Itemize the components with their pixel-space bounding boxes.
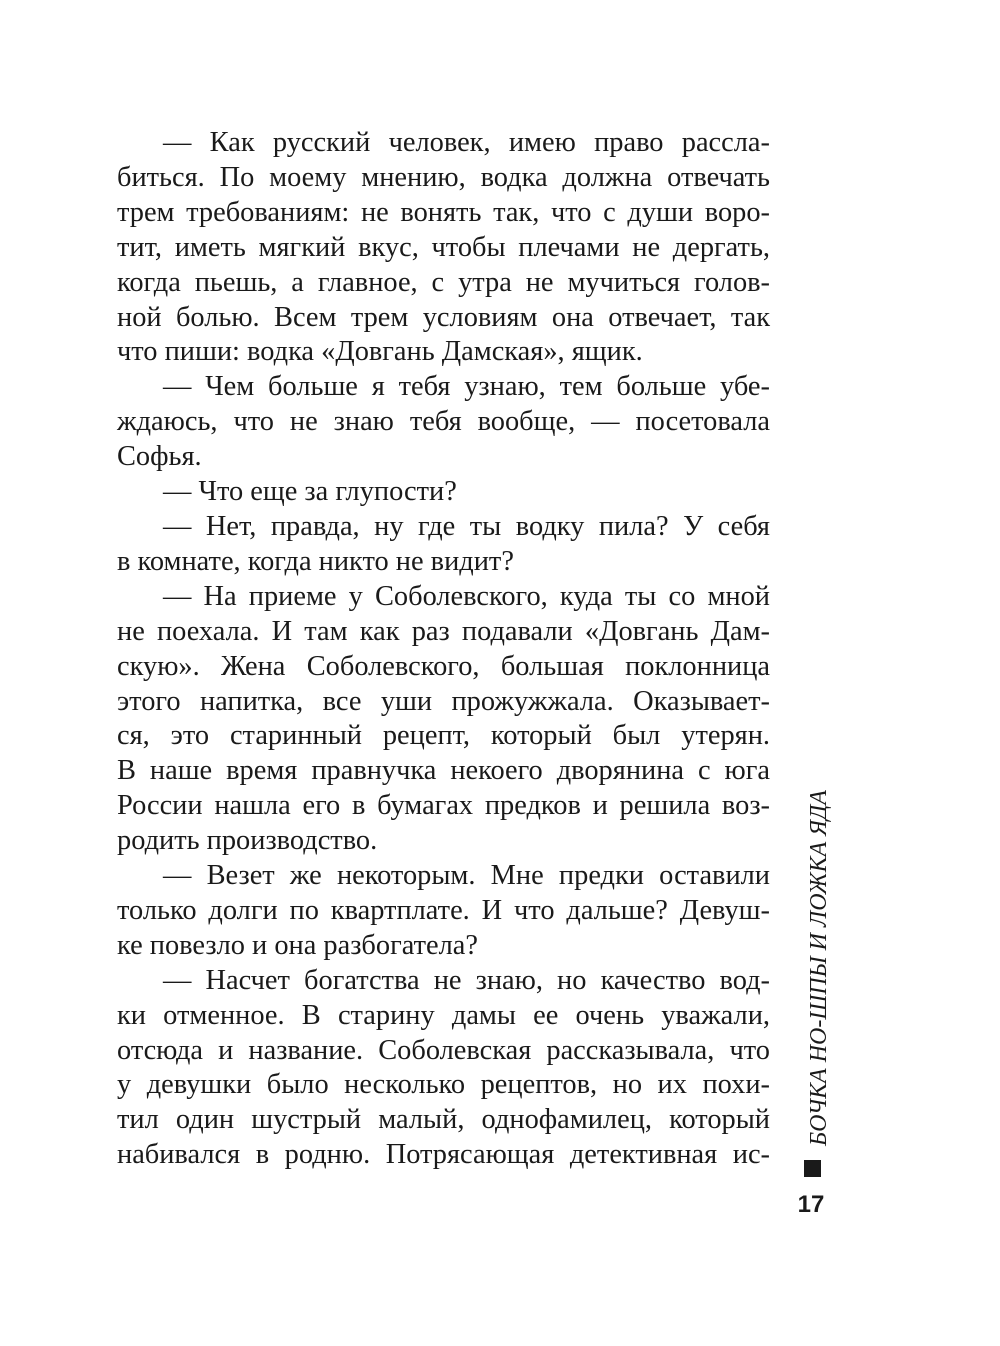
square-marker-icon xyxy=(804,1160,821,1177)
text-line: когда пьешь, а главное, с утра не мучиться голов- xyxy=(117,266,770,298)
text-line: тит, иметь мягкий вкус, чтобы плечами не дергать, xyxy=(117,231,770,263)
text-line: России нашла его в бумагах предков и решила воз- xyxy=(117,790,770,822)
text-line: — Нет, правда, ну где ты водку пила? У себя xyxy=(163,510,770,542)
text-line: В наше время правнучка некоего дворянина с юга xyxy=(117,755,770,787)
text-line: только долги по квартплате. И что дальше? Девуш- xyxy=(117,894,770,926)
text-line: родить производство. xyxy=(117,825,378,857)
body-text xyxy=(117,126,770,1173)
text-line: тил один шустрый малый, однофамилец, который xyxy=(117,1104,770,1136)
text-line: биться. По моему мнению, водка должна отвечать xyxy=(117,161,770,193)
text-line: ждаюсь, что не знаю тебя вообще, — посетовала xyxy=(117,406,770,438)
text-line: — На приеме у Соболевского, куда ты со мной xyxy=(163,580,770,612)
paragraph xyxy=(117,964,770,1173)
paragraph xyxy=(117,126,770,370)
running-title: БОЧКА НО-ШПЫ И ЛОЖКА ЯДА xyxy=(806,790,832,1146)
text-line: ки отменное. В старину дамы ее очень уважали, xyxy=(117,999,770,1031)
paragraph xyxy=(117,475,770,510)
paragraph xyxy=(117,859,770,964)
text-line: в комнате, когда никто не видит? xyxy=(117,545,514,577)
paragraph xyxy=(117,510,770,580)
page-number: 17 xyxy=(797,1191,825,1218)
text-line: не поехала. И там как раз подавали «Довгань Дам- xyxy=(117,615,770,647)
text-line: что пиши: водка «Довгань Дамская», ящик. xyxy=(117,336,643,368)
text-line: Софья. xyxy=(117,441,202,473)
text-line: этого напитка, все уши прожужжала. Оказывает- xyxy=(117,685,770,717)
text-line: у девушки было несколько рецептов, но их похи- xyxy=(117,1069,770,1101)
text-line: — Везет же некоторым. Мне предки оставили xyxy=(163,860,770,892)
text-line: ной болью. Всем трем условиям она отвечает, так xyxy=(117,301,770,333)
text-line: — Как русский человек, имею право расcла- xyxy=(163,127,770,158)
text-line: — Насчет богатства не знаю, но качество вод- xyxy=(163,964,770,996)
paragraph xyxy=(117,370,770,475)
text-line: трем требованиям: не вонять так, что с души воро- xyxy=(117,196,770,228)
text-line: — Чем больше я тебя узнаю, тем больше убе- xyxy=(163,371,770,403)
text-line: скую». Жена Соболевского, большая поклонница xyxy=(117,650,770,682)
text-line: — Что еще за глупости? xyxy=(163,476,457,508)
text-line: ся, это старинный рецепт, который был утерян. xyxy=(117,720,770,752)
paragraph xyxy=(117,580,770,859)
text-line: отсюда и название. Соболевская рассказывала, что xyxy=(117,1034,770,1066)
text-line: ке повезло и она разбогатела? xyxy=(117,929,478,961)
text-line: набивался в родню. Потрясающая детективная ис- xyxy=(117,1139,770,1171)
